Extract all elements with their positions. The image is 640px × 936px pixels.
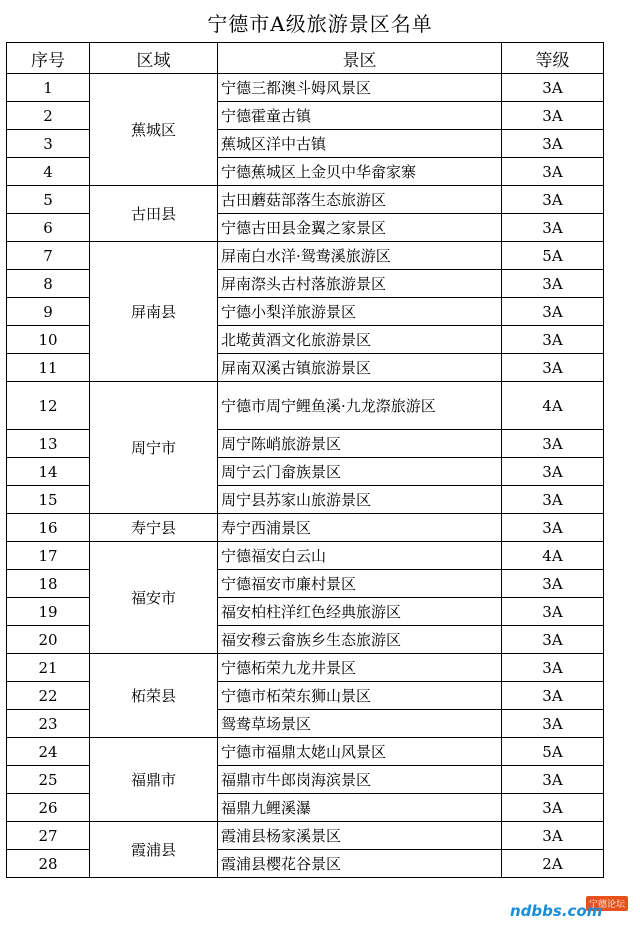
level-cell: 3A xyxy=(502,74,604,102)
row-number: 12 xyxy=(7,382,90,430)
row-number: 3 xyxy=(7,130,90,158)
row-number: 23 xyxy=(7,710,90,738)
row-number: 17 xyxy=(7,542,90,570)
area-cell: 柘荣县 xyxy=(90,654,218,738)
level-cell: 5A xyxy=(502,242,604,270)
row-number: 26 xyxy=(7,794,90,822)
row-number: 14 xyxy=(7,458,90,486)
level-cell: 2A xyxy=(502,850,604,878)
row-number: 24 xyxy=(7,738,90,766)
level-cell: 4A xyxy=(502,382,604,430)
level-cell: 3A xyxy=(502,430,604,458)
spot-name: 宁德三都澳斗姆风景区 xyxy=(218,74,502,102)
table-row xyxy=(7,514,604,542)
spot-name: 周宁云门畲族景区 xyxy=(218,458,502,486)
area-cell: 福安市 xyxy=(90,542,218,654)
table-row xyxy=(7,186,604,214)
level-cell: 3A xyxy=(502,214,604,242)
row-number: 21 xyxy=(7,654,90,682)
row-number: 1 xyxy=(7,74,90,102)
spot-name: 周宁陈峭旅游景区 xyxy=(218,430,502,458)
level-cell: 3A xyxy=(502,794,604,822)
level-cell: 3A xyxy=(502,298,604,326)
level-cell: 3A xyxy=(502,710,604,738)
spot-name: 福安穆云畲族乡生态旅游区 xyxy=(218,626,502,654)
row-number: 28 xyxy=(7,850,90,878)
table-row xyxy=(7,382,604,430)
table-row xyxy=(7,242,604,270)
row-number: 10 xyxy=(7,326,90,354)
table-body xyxy=(7,74,604,878)
spot-name: 宁德柘荣九龙井景区 xyxy=(218,654,502,682)
level-cell: 4A xyxy=(502,542,604,570)
level-cell: 3A xyxy=(502,766,604,794)
table-header xyxy=(7,43,604,74)
watermark-tag: 宁德论坛 xyxy=(586,896,628,911)
row-number: 27 xyxy=(7,822,90,850)
level-cell: 3A xyxy=(502,458,604,486)
header-level: 等级 xyxy=(502,43,604,74)
header-area: 区域 xyxy=(90,43,218,74)
area-cell: 蕉城区 xyxy=(90,74,218,186)
spot-name: 霞浦县樱花谷景区 xyxy=(218,850,502,878)
spot-name: 霞浦县杨家溪景区 xyxy=(218,822,502,850)
spot-name: 宁德市柘荣东狮山景区 xyxy=(218,682,502,710)
row-number: 5 xyxy=(7,186,90,214)
spot-name: 宁德霍童古镇 xyxy=(218,102,502,130)
spot-name: 宁德蕉城区上金贝中华畲家寨 xyxy=(218,158,502,186)
level-cell: 3A xyxy=(502,570,604,598)
level-cell: 3A xyxy=(502,486,604,514)
spot-name: 宁德古田县金翼之家景区 xyxy=(218,214,502,242)
level-cell: 3A xyxy=(502,822,604,850)
level-cell: 3A xyxy=(502,598,604,626)
spot-name: 蕉城区洋中古镇 xyxy=(218,130,502,158)
row-number: 25 xyxy=(7,766,90,794)
area-cell: 周宁市 xyxy=(90,382,218,514)
level-cell: 3A xyxy=(502,186,604,214)
level-cell: 3A xyxy=(502,326,604,354)
level-cell: 3A xyxy=(502,354,604,382)
spot-name: 屏南双溪古镇旅游景区 xyxy=(218,354,502,382)
row-number: 20 xyxy=(7,626,90,654)
level-cell: 3A xyxy=(502,626,604,654)
level-cell: 3A xyxy=(502,270,604,298)
header-spot: 景区 xyxy=(218,43,502,74)
row-number: 18 xyxy=(7,570,90,598)
row-number: 6 xyxy=(7,214,90,242)
level-cell: 3A xyxy=(502,514,604,542)
table-row xyxy=(7,738,604,766)
row-number: 9 xyxy=(7,298,90,326)
row-number: 7 xyxy=(7,242,90,270)
scenic-spot-table xyxy=(6,42,604,878)
table-row xyxy=(7,822,604,850)
spot-name: 鸳鸯草场景区 xyxy=(218,710,502,738)
level-cell: 3A xyxy=(502,158,604,186)
spot-name: 古田蘑菇部落生态旅游区 xyxy=(218,186,502,214)
spot-name: 宁德福安市廉村景区 xyxy=(218,570,502,598)
level-cell: 5A xyxy=(502,738,604,766)
row-number: 8 xyxy=(7,270,90,298)
spot-name: 屏南白水洋·鸳鸯溪旅游区 xyxy=(218,242,502,270)
area-cell: 寿宁县 xyxy=(90,514,218,542)
header-no: 序号 xyxy=(7,43,90,74)
row-number: 2 xyxy=(7,102,90,130)
area-cell: 古田县 xyxy=(90,186,218,242)
spot-name: 宁德市周宁鲤鱼溪·九龙漈旅游区 xyxy=(218,382,502,430)
area-cell: 屏南县 xyxy=(90,242,218,382)
spot-name: 宁德福安白云山 xyxy=(218,542,502,570)
row-number: 22 xyxy=(7,682,90,710)
spot-name: 福鼎市牛郎岗海滨景区 xyxy=(218,766,502,794)
level-cell: 3A xyxy=(502,654,604,682)
spot-name: 屏南漈头古村落旅游景区 xyxy=(218,270,502,298)
spot-name: 北墘黄酒文化旅游景区 xyxy=(218,326,502,354)
spot-name: 宁德小梨洋旅游景区 xyxy=(218,298,502,326)
row-number: 16 xyxy=(7,514,90,542)
table-row xyxy=(7,542,604,570)
table-row xyxy=(7,654,604,682)
table-row xyxy=(7,74,604,102)
spot-name: 周宁县苏家山旅游景区 xyxy=(218,486,502,514)
level-cell: 3A xyxy=(502,682,604,710)
area-cell: 霞浦县 xyxy=(90,822,218,878)
level-cell: 3A xyxy=(502,130,604,158)
row-number: 13 xyxy=(7,430,90,458)
watermark-logo: ndbbs.com xyxy=(510,902,603,920)
spot-name: 福鼎九鲤溪瀑 xyxy=(218,794,502,822)
level-cell: 3A xyxy=(502,102,604,130)
row-number: 15 xyxy=(7,486,90,514)
page-title: 宁德市A级旅游景区名单 xyxy=(207,12,433,36)
spot-name: 寿宁西浦景区 xyxy=(218,514,502,542)
spot-name: 福安柏柱洋红色经典旅游区 xyxy=(218,598,502,626)
row-number: 11 xyxy=(7,354,90,382)
row-number: 4 xyxy=(7,158,90,186)
row-number: 19 xyxy=(7,598,90,626)
spot-name: 宁德市福鼎太姥山风景区 xyxy=(218,738,502,766)
watermark xyxy=(510,896,630,930)
area-cell: 福鼎市 xyxy=(90,738,218,822)
